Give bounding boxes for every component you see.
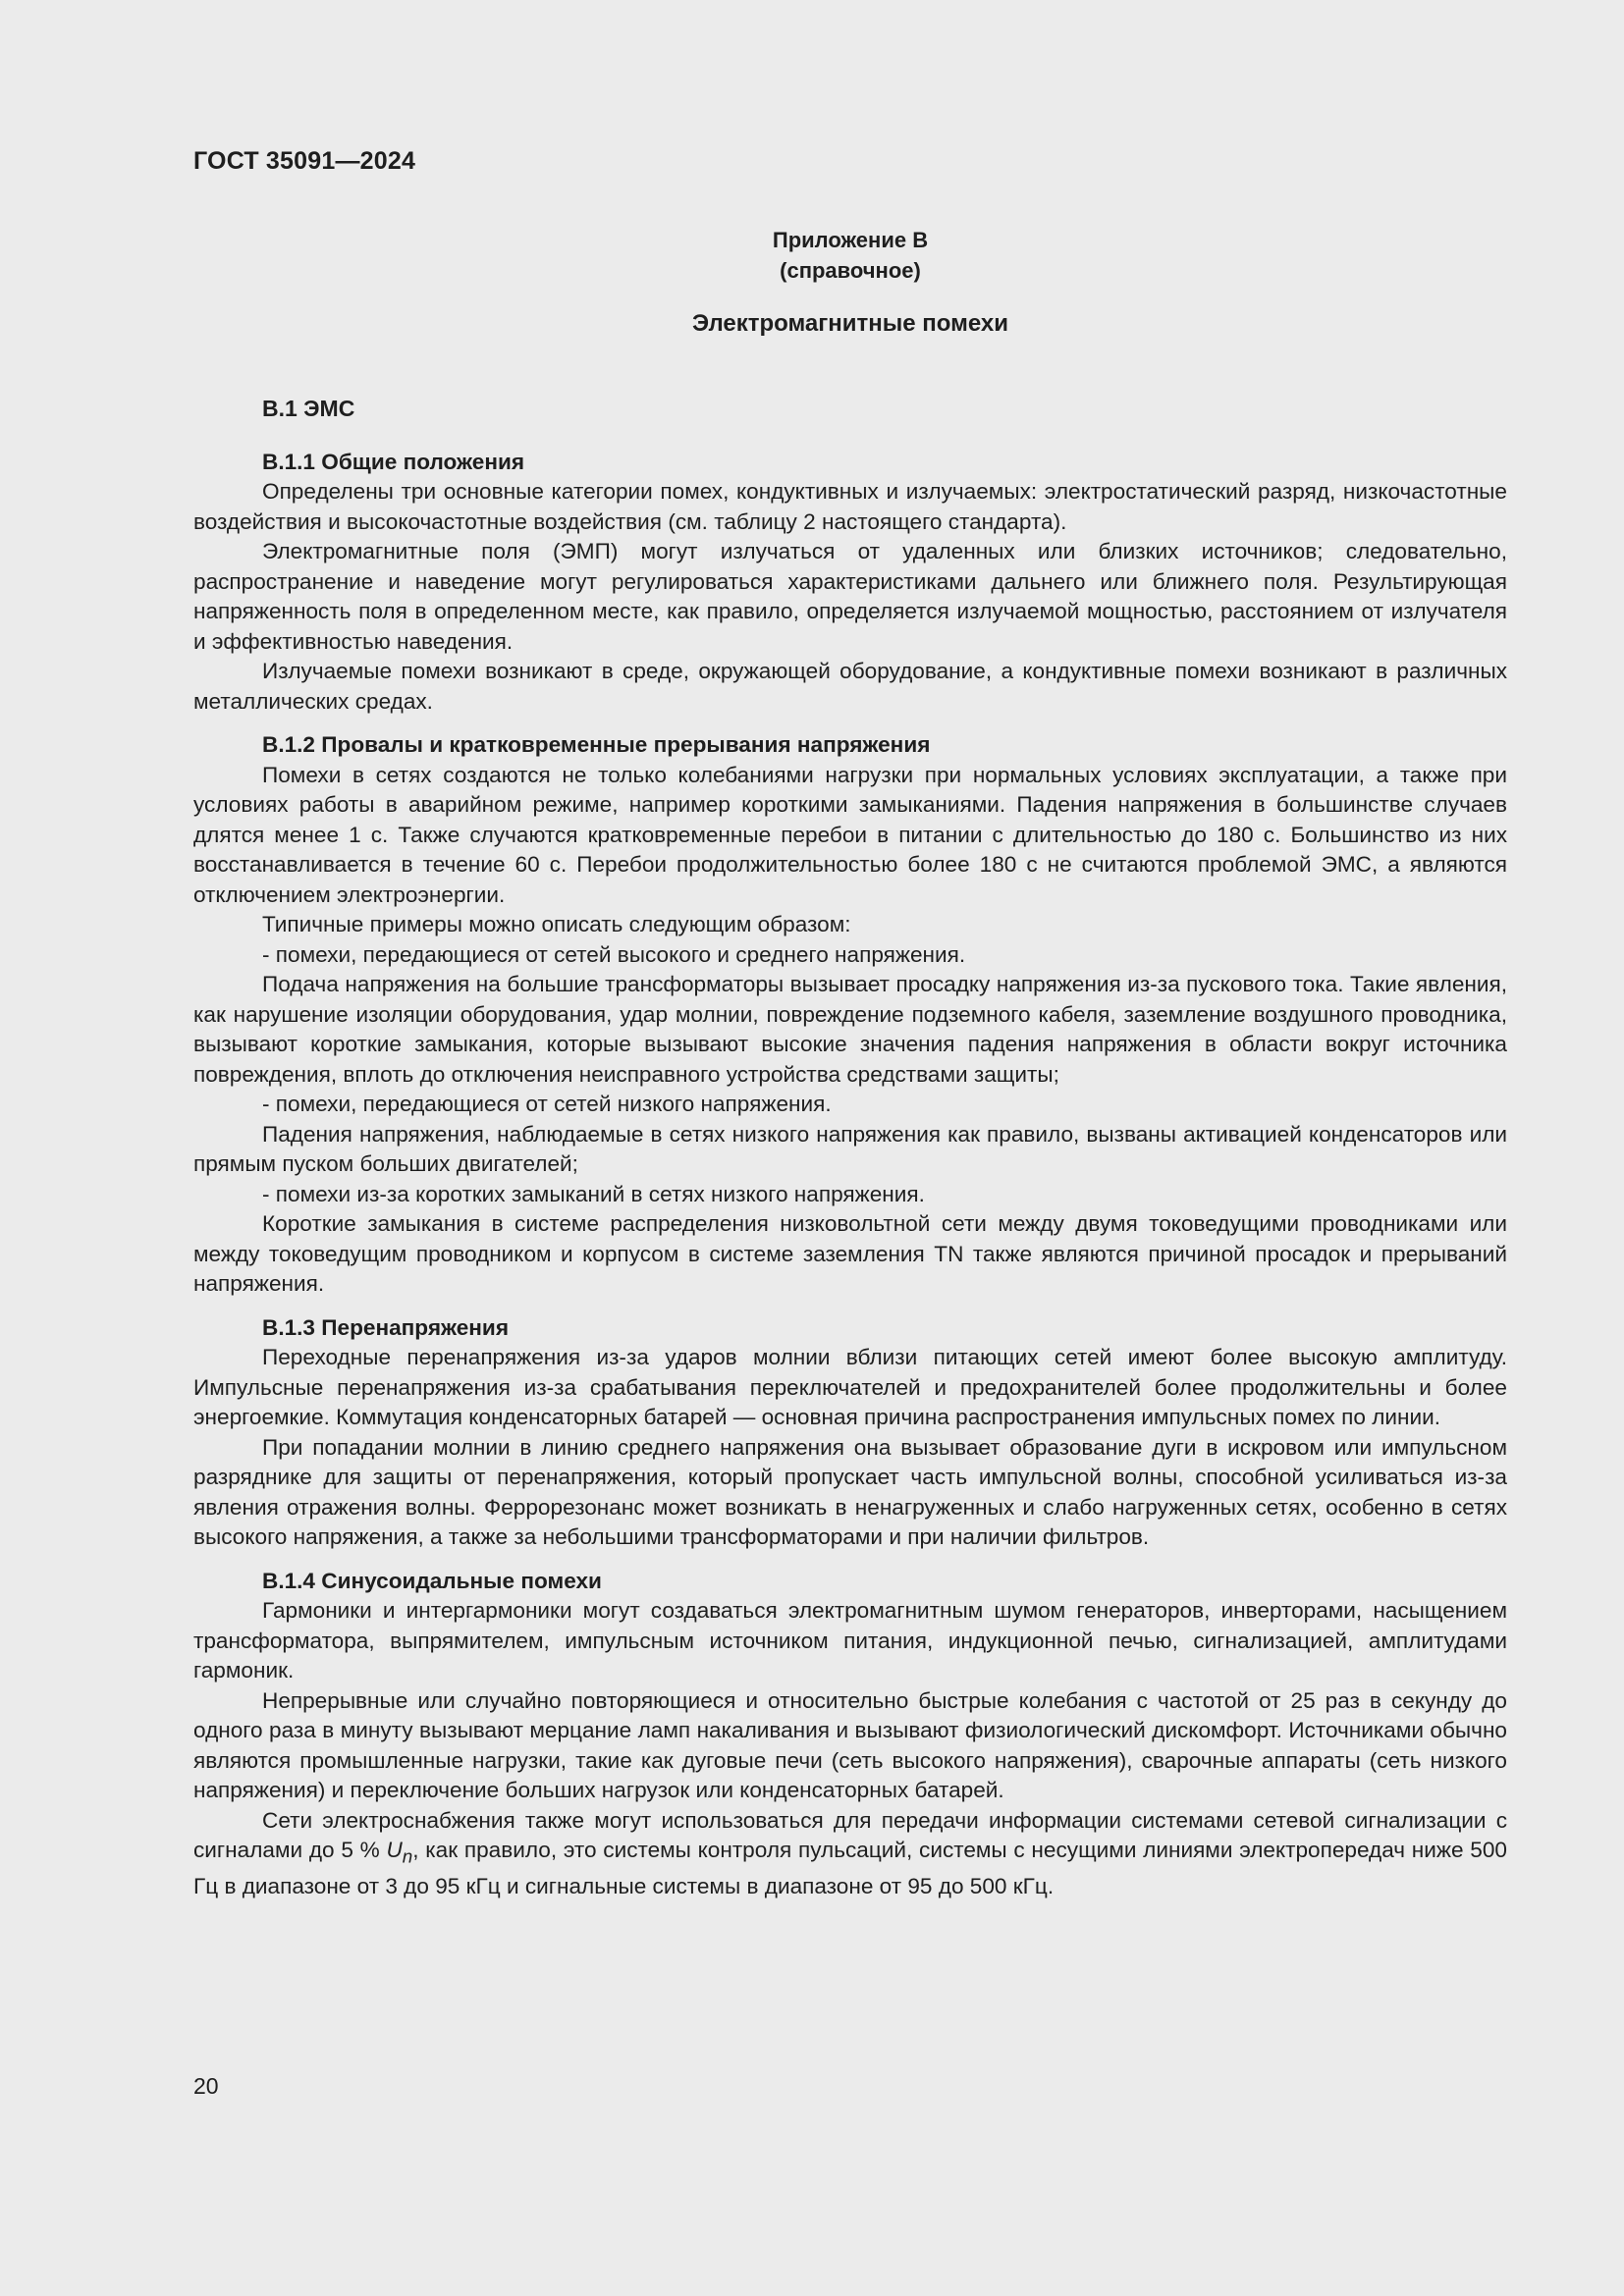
paragraph: При попадании молнии в линию среднего напряжения она вызывает образование дуги в искровом или импульсном разряднике для защиты от перенапряжения, который пропускает часть импульсной волны, способной усиливаться из-за явления отражения волны. Феррорезонанс может возникать в ненагруженных и слабо нагруженных сетях, особенно в сетях высокого напряжения, а также за небольшими трансформаторами и при наличии фильтров. bbox=[193, 1434, 1507, 1549]
document-body bbox=[193, 394, 1507, 1902]
paragraph: Типичные примеры можно описать следующим образом: bbox=[262, 912, 851, 936]
paragraph-text: , как правило, это системы контроля пульсаций, системы с несущими линиями электропередач ниже 500 Гц в диапазоне от 3 до 95 кГц и сигнальные системы в диапазоне от 95 до 500 кГц. bbox=[193, 1838, 1507, 1899]
paragraph: Электромагнитные поля (ЭМП) могут излучаться от удаленных или близких источников; следовательно, распространение и наведение могут регулироваться характеристиками дальнего или ближнего поля. Результирующая напряженность поля в определенном месте, как правило, определяется излучаемой мощностью, расстоянием от излучателя и эффективностью наведения. bbox=[193, 539, 1507, 654]
subsection-heading: В.1.1 Общие положения bbox=[262, 449, 525, 474]
paragraph: Определены три основные категории помех, кондуктивных и излучаемых: электростатический разряд, низкочастотные воздействия и высокочастотные воздействия (см. таблицу 2 настоящего стандарта). bbox=[193, 479, 1507, 534]
subsection-heading: В.1.4 Синусоидальные помехи bbox=[262, 1568, 602, 1593]
appendix-label: Приложение В bbox=[772, 228, 929, 252]
page-number: 20 bbox=[193, 2073, 219, 2099]
paragraph: Переходные перенапряжения из-за ударов молнии вблизи питающих сетей имеют более высокую амплитуду. Импульсные перенапряжения из-за срабатывания переключателей и предохранителей более продолжительны и более энергоемкие. Коммутация конденсаторных батарей — основная причина распространения импульсных помех по линии. bbox=[193, 1345, 1507, 1429]
list-item: - помехи из-за коротких замыканий в сетях низкого напряжения. bbox=[262, 1181, 925, 1206]
paragraph: Подача напряжения на большие трансформаторы вызывает просадку напряжения из-за пускового тока. Такие явления, как нарушение изоляции оборудования, удар молнии, повреждение подземного кабеля, заземление воздушного проводника, вызывают короткие замыкания, которые вызывают высокие значения падения напряжения в области вокруг источника повреждения, вплоть до отключения неисправного устройства средствами защиты; bbox=[193, 972, 1507, 1087]
appendix-title: Электромагнитные помехи bbox=[691, 310, 1009, 337]
paragraph: Излучаемые помехи возникают в среде, окружающей оборудование, а кондуктивные помехи возникают в различных металлических средах. bbox=[193, 659, 1507, 714]
list-item: - помехи, передающиеся от сетей высокого и среднего напряжения. bbox=[262, 941, 966, 967]
paragraph: Непрерывные или случайно повторяющиеся и относительно быстрые колебания с частотой от 25 раз в секунду до одного раза в минуту вызывают мерцание ламп накаливания и вызывают физиологический дискомфорт. Источниками обычно являются промышленные нагрузки, такие как дуговые печи (сеть высокого напряжения), сварочные аппараты (сеть низкого напряжения) и переключение больших нагрузок или конденсаторных батарей. bbox=[193, 1687, 1507, 1802]
paragraph-text: Сети электроснабжения также могут использоваться для передачи информации системами сетевой сигнализации с сигналами до 5 % bbox=[193, 1807, 1507, 1862]
voltage-variable: U bbox=[386, 1838, 403, 1862]
section-heading: В.1 ЭМС bbox=[262, 396, 355, 421]
list-item: - помехи, передающиеся от сетей низкого напряжения. bbox=[262, 1092, 832, 1116]
subsection-heading: В.1.2 Провалы и кратковременные прерывания напряжения bbox=[262, 732, 931, 757]
paragraph: Гармоники и интергармоники могут создаваться электромагнитным шумом генераторов, инверторами, насыщением трансформатора, выпрямителем, импульсным источником питания, индукционной печью, сигнализацией, амплитудами гармоник. bbox=[193, 1598, 1507, 1682]
appendix-kind: (справочное) bbox=[780, 258, 921, 283]
appendix-heading bbox=[193, 225, 1507, 339]
document-id: ГОСТ 35091—2024 bbox=[193, 147, 416, 175]
voltage-subscript: n bbox=[402, 1845, 413, 1867]
subsection-heading: В.1.3 Перенапряжения bbox=[262, 1314, 510, 1340]
paragraph bbox=[193, 1806, 1507, 1902]
paragraph: Падения напряжения, наблюдаемые в сетях низкого напряжения как правило, вызваны активацией конденсаторов или прямым пуском больших двигателей; bbox=[193, 1121, 1507, 1176]
paragraph: Помехи в сетях создаются не только колебаниями нагрузки при нормальных условиях эксплуатации, а также при условиях работы в аварийном режиме, например короткими замыканиями. Падения напряжения в большинстве случаев длятся менее 1 с. Также случаются кратковременные перебои в питании с длительностью до 180 с. Большинство из них восстанавливается в течение 60 с. Перебои продолжительностью более 180 с не считаются проблемой ЭМС, а являются отключением электроэнергии. bbox=[193, 762, 1507, 907]
paragraph: Короткие замыкания в системе распределения низковольтной сети между двумя токоведущими проводниками или между токоведущим проводником и корпусом в системе заземления TN также являются причиной просадок и прерываний напряжения. bbox=[193, 1211, 1507, 1296]
